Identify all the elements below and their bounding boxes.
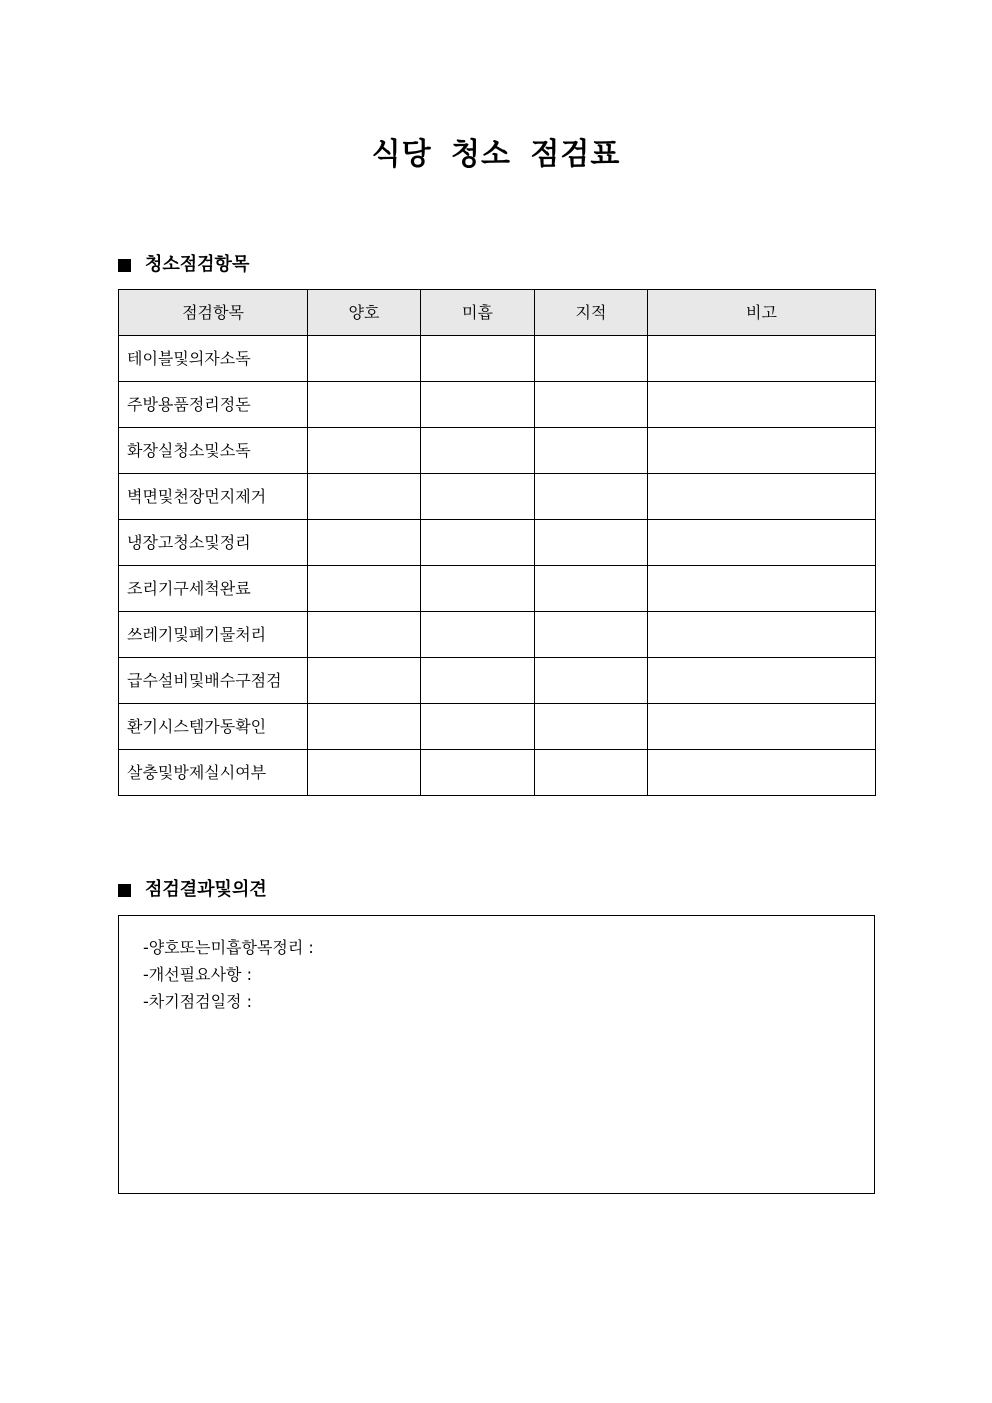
row-item-label: 테이블및의자소독 bbox=[119, 336, 308, 382]
table-header-row bbox=[119, 290, 876, 336]
results-comment-box[interactable] bbox=[118, 915, 875, 1194]
column-header-item: 점검항목 bbox=[119, 290, 308, 336]
result-line-summary: -양호또는미흡항목정리 : bbox=[143, 938, 314, 957]
remark-cell[interactable] bbox=[648, 474, 876, 520]
section-heading-label: 점검결과및의견 bbox=[145, 879, 267, 900]
row-item-label: 쓰레기및폐기물처리 bbox=[119, 612, 308, 658]
note-cell[interactable] bbox=[535, 428, 648, 474]
remark-cell[interactable] bbox=[648, 336, 876, 382]
row-item-label: 조리기구세척완료 bbox=[119, 566, 308, 612]
table-row bbox=[119, 750, 876, 796]
row-item-label: 화장실청소및소독 bbox=[119, 428, 308, 474]
remark-cell[interactable] bbox=[648, 750, 876, 796]
table-row bbox=[119, 520, 876, 566]
good-cell[interactable] bbox=[308, 428, 421, 474]
row-item-label: 벽면및천장먼지제거 bbox=[119, 474, 308, 520]
result-line-improvements: -개선필요사항 : bbox=[143, 965, 252, 984]
section-heading-label: 청소점검항목 bbox=[145, 254, 250, 275]
square-bullet-icon bbox=[118, 884, 131, 897]
note-cell[interactable] bbox=[535, 750, 648, 796]
remark-cell[interactable] bbox=[648, 382, 876, 428]
row-item-label: 주방용품정리정돈 bbox=[119, 382, 308, 428]
good-cell[interactable] bbox=[308, 658, 421, 704]
note-cell[interactable] bbox=[535, 382, 648, 428]
row-item-label: 급수설비및배수구점검 bbox=[119, 658, 308, 704]
table-row bbox=[119, 382, 876, 428]
poor-cell[interactable] bbox=[421, 750, 535, 796]
row-item-label: 냉장고청소및정리 bbox=[119, 520, 308, 566]
poor-cell[interactable] bbox=[421, 612, 535, 658]
note-cell[interactable] bbox=[535, 704, 648, 750]
good-cell[interactable] bbox=[308, 336, 421, 382]
column-header-note: 지적 bbox=[535, 290, 648, 336]
page-title: 식당 청소 점검표 bbox=[371, 137, 621, 172]
good-cell[interactable] bbox=[308, 474, 421, 520]
table-row bbox=[119, 612, 876, 658]
remark-cell[interactable] bbox=[648, 704, 876, 750]
poor-cell[interactable] bbox=[421, 382, 535, 428]
note-cell[interactable] bbox=[535, 658, 648, 704]
good-cell[interactable] bbox=[308, 750, 421, 796]
poor-cell[interactable] bbox=[421, 704, 535, 750]
remark-cell[interactable] bbox=[648, 612, 876, 658]
poor-cell[interactable] bbox=[421, 658, 535, 704]
remark-cell[interactable] bbox=[648, 658, 876, 704]
remark-cell[interactable] bbox=[648, 428, 876, 474]
remark-cell[interactable] bbox=[648, 566, 876, 612]
table-row bbox=[119, 474, 876, 520]
section-heading-checklist bbox=[118, 252, 249, 278]
table-row bbox=[119, 336, 876, 382]
good-cell[interactable] bbox=[308, 566, 421, 612]
table-row bbox=[119, 658, 876, 704]
note-cell[interactable] bbox=[535, 566, 648, 612]
poor-cell[interactable] bbox=[421, 336, 535, 382]
poor-cell[interactable] bbox=[421, 428, 535, 474]
good-cell[interactable] bbox=[308, 382, 421, 428]
result-line-next-schedule: -차기점검일정 : bbox=[143, 992, 252, 1011]
poor-cell[interactable] bbox=[421, 474, 535, 520]
row-item-label: 살충및방제실시여부 bbox=[119, 750, 308, 796]
section-heading-results bbox=[118, 877, 267, 903]
square-bullet-icon bbox=[118, 259, 131, 272]
remark-cell[interactable] bbox=[648, 520, 876, 566]
column-header-remark: 비고 bbox=[648, 290, 876, 336]
poor-cell[interactable] bbox=[421, 566, 535, 612]
note-cell[interactable] bbox=[535, 336, 648, 382]
poor-cell[interactable] bbox=[421, 520, 535, 566]
table-row bbox=[119, 704, 876, 750]
table-row bbox=[119, 428, 876, 474]
good-cell[interactable] bbox=[308, 612, 421, 658]
good-cell[interactable] bbox=[308, 704, 421, 750]
checklist-table bbox=[118, 289, 876, 796]
note-cell[interactable] bbox=[535, 520, 648, 566]
row-item-label: 환기시스템가동확인 bbox=[119, 704, 308, 750]
good-cell[interactable] bbox=[308, 520, 421, 566]
column-header-good: 양호 bbox=[308, 290, 421, 336]
note-cell[interactable] bbox=[535, 474, 648, 520]
note-cell[interactable] bbox=[535, 612, 648, 658]
table-row bbox=[119, 566, 876, 612]
column-header-poor: 미흡 bbox=[421, 290, 535, 336]
